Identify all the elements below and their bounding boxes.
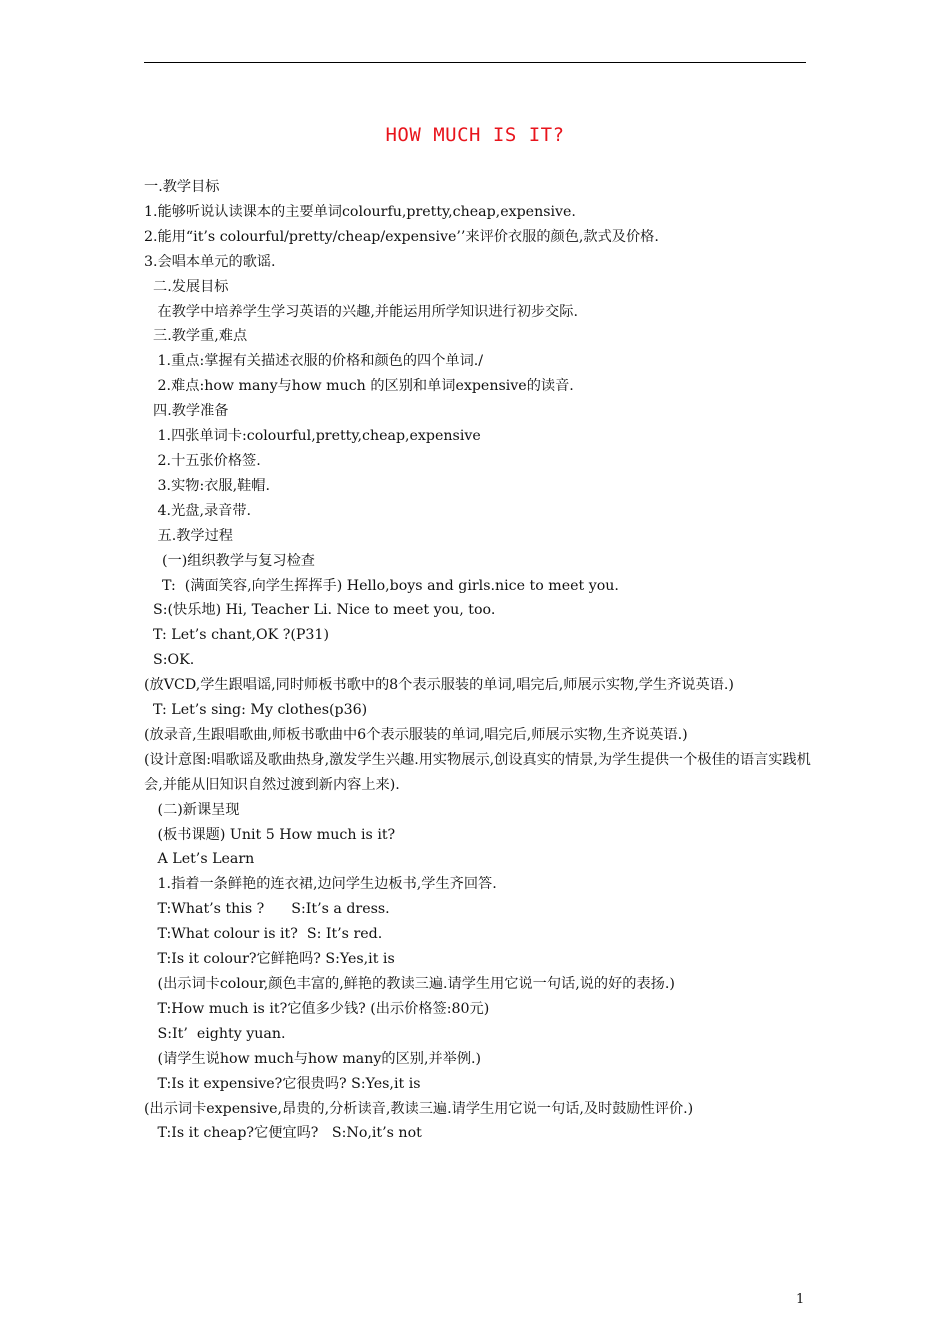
text-line: T:Is it colour?它鲜艳吗? S:Yes,it is — [144, 951, 395, 968]
header-rule — [144, 62, 806, 63]
text-line: 2.十五张价格签. — [144, 452, 261, 469]
text-paragraph: (放录音,生跟唱歌曲,师板书歌曲中6个表示服装的单词,唱完后,师展示实物,生齐说英语.) — [144, 726, 688, 743]
text-line: 二.发展目标 — [144, 278, 229, 295]
text-line: (二)新课呈现 — [144, 801, 240, 818]
text-line: 四.教学准备 — [144, 403, 229, 420]
text-line: 一.教学目标 — [144, 179, 220, 195]
text-line: S:It’ eighty yuan. — [144, 1025, 286, 1042]
text-line: T:Is it expensive?它很贵吗? S:Yes,it is — [144, 1075, 421, 1092]
text-line: T: Let’s sing: My clothes(p36) — [144, 702, 368, 719]
text-line: A Let’s Learn — [144, 851, 255, 868]
text-line: (一)组织教学与复习检查 — [144, 552, 315, 569]
text-paragraph: (出示词卡expensive,昂贵的,分析读音,教读三遍.请学生用它说一句话,及时鼓励性评价.) — [144, 1100, 694, 1117]
text-line: T:How much is it?它值多少钱? (出示价格签:80元) — [144, 1000, 490, 1017]
text-line: T:What’s this ? S:It’s a dress. — [144, 901, 390, 918]
text-line: S:(快乐地) Hi, Teacher Li. Nice to meet you, too. — [144, 602, 496, 619]
text-line: 2.难点:how many与how much 的区别和单词expensive的读音. — [144, 378, 574, 395]
text-line: (板书课题) Unit 5 How much is it? — [144, 826, 396, 843]
text-line: 三.教学重,难点 — [144, 328, 248, 345]
text-line: 2.能用“it’s colourful/pretty/cheap/expensive’’来评价衣服的颜色,款式及价格. — [144, 228, 659, 245]
text-paragraph: (设计意图:唱歌谣及歌曲热身,激发学生兴趣.用实物展示,创设真实的情景,为学生提供一个极佳的语言实践机会,并能从旧知识自然过渡到新内容上来). — [144, 751, 811, 793]
text-line: S:OK. — [144, 652, 195, 669]
text-line: 1.能够听说认读课本的主要单词colourfu,pretty,cheap,expensive. — [144, 203, 576, 220]
text-line: T:Is it cheap?它便宜吗? S:No,it’s not — [144, 1125, 422, 1142]
text-line: 1.四张单词卡:colourful,pretty,cheap,expensive — [144, 428, 481, 445]
text-line: 3.会唱本单元的歌谣. — [144, 253, 276, 270]
text-line: 1.重点:掌握有关描述衣服的价格和颜色的四个单词./ — [144, 353, 484, 370]
page-number: 1 — [796, 1292, 805, 1307]
document-body — [144, 175, 814, 1146]
text-line: 在教学中培养学生学习英语的兴趣,并能运用所学知识进行初步交际. — [144, 303, 578, 320]
text-line: 4.光盘,录音带. — [144, 502, 252, 519]
text-line: T:What colour is it? S: It’s red. — [144, 926, 383, 943]
text-line: T: (满面笑容,向学生挥挥手) Hello,boys and girls.nice to meet you. — [144, 577, 619, 594]
text-line: 五.教学过程 — [144, 527, 233, 544]
text-line: 3.实物:衣服,鞋帽. — [144, 477, 270, 494]
text-paragraph: (放VCD,学生跟唱谣,同时师板书歌中的8个表示服装的单词,唱完后,师展示实物,学生齐说英语.) — [144, 677, 734, 694]
document-title: HOW MUCH IS IT? — [385, 124, 565, 146]
text-line: (出示词卡colour,颜色丰富的,鲜艳的教读三遍.请学生用它说一句话,说的好的表扬.) — [144, 976, 675, 992]
text-line: 1.指着一条鲜艳的连衣裙,边问学生边板书,学生齐回答. — [144, 876, 497, 893]
text-line: T: Let’s chant,OK ?(P31) — [144, 627, 329, 644]
text-line: (请学生说how much与how many的区别,并举例.) — [144, 1050, 482, 1067]
